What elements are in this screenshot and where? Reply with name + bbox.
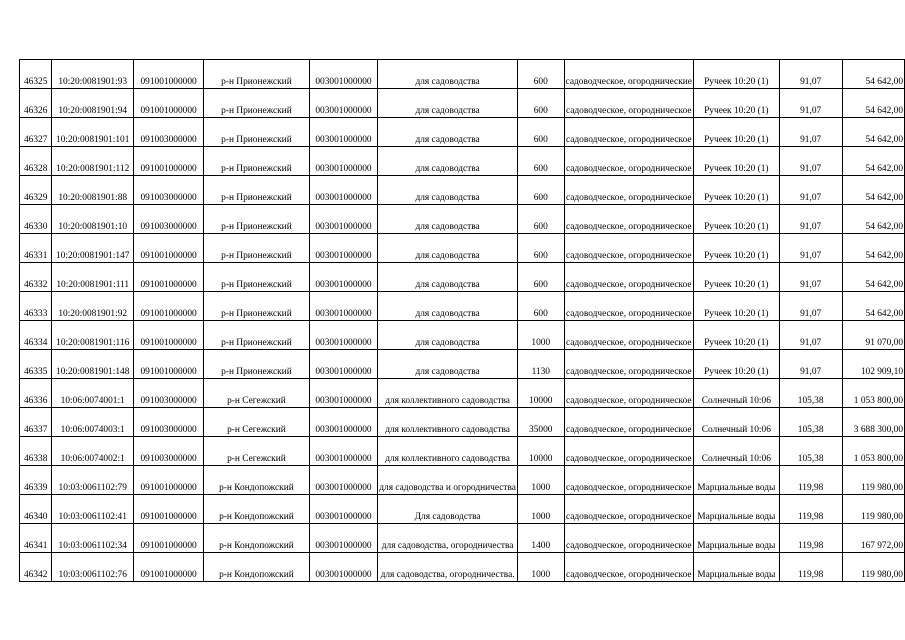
specific-value: 91,07 — [779, 292, 842, 321]
row-number: 46342 — [20, 553, 52, 582]
cadastral-value: 167 972,00 — [842, 524, 904, 553]
cadastral-number: 10:20:0081901:148 — [52, 350, 134, 379]
oktmo-code: 091001000000 — [134, 234, 204, 263]
land-category-code: 003001000000 — [309, 466, 378, 495]
district-name: р-н Кондопожский — [204, 553, 310, 582]
oktmo-code: 091001000000 — [134, 350, 204, 379]
settlement-name: Ручеек 10:20 (1) — [693, 176, 779, 205]
district-name: р-н Сегежский — [204, 379, 310, 408]
table-row — [20, 60, 905, 89]
use-category: садоводческое, огородническое — [564, 292, 693, 321]
permitted-use: для садоводства и огородничества — [378, 466, 518, 495]
permitted-use: для садоводства — [378, 205, 518, 234]
area-value: 10000 — [517, 437, 564, 466]
settlement-name: Марциальные воды — [693, 553, 779, 582]
specific-value: 119,98 — [779, 553, 842, 582]
permitted-use: для садоводства — [378, 118, 518, 147]
district-name: р-н Кондопожский — [204, 495, 310, 524]
specific-value: 91,07 — [779, 89, 842, 118]
area-value: 600 — [517, 263, 564, 292]
cadastral-number: 10:06:0074001:1 — [52, 379, 134, 408]
area-value: 600 — [517, 292, 564, 321]
row-number: 46328 — [20, 147, 52, 176]
use-category: садоводческое, огородническое — [564, 495, 693, 524]
cadastral-value: 54 642,00 — [842, 89, 904, 118]
area-value: 1000 — [517, 321, 564, 350]
specific-value: 105,38 — [779, 437, 842, 466]
oktmo-code: 091001000000 — [134, 292, 204, 321]
use-category: садоводческое, огородническое — [564, 147, 693, 176]
table-row — [20, 553, 905, 582]
table-row — [20, 408, 905, 437]
cadastral-value: 54 642,00 — [842, 147, 904, 176]
use-category: садоводческое, огородническое — [564, 466, 693, 495]
district-name: р-н Прионежский — [204, 118, 310, 147]
row-number: 46340 — [20, 495, 52, 524]
permitted-use: для садоводства — [378, 321, 518, 350]
row-number: 46326 — [20, 89, 52, 118]
table-row — [20, 292, 905, 321]
settlement-name: Ручеек 10:20 (1) — [693, 89, 779, 118]
specific-value: 119,98 — [779, 524, 842, 553]
district-name: р-н Прионежский — [204, 60, 310, 89]
use-category: садоводческое, огородническое — [564, 176, 693, 205]
cadastral-value: 119 980,00 — [842, 553, 904, 582]
district-name: р-н Прионежский — [204, 176, 310, 205]
specific-value: 91,07 — [779, 147, 842, 176]
specific-value: 91,07 — [779, 118, 842, 147]
settlement-name: Солнечный 10:06 — [693, 408, 779, 437]
table-row — [20, 118, 905, 147]
district-name: р-н Прионежский — [204, 321, 310, 350]
area-value: 1400 — [517, 524, 564, 553]
area-value: 1000 — [517, 553, 564, 582]
cadastral-number: 10:20:0081901:92 — [52, 292, 134, 321]
use-category: садоводческое, огородническое — [564, 408, 693, 437]
cadastral-number: 10:03:0061102:34 — [52, 524, 134, 553]
area-value: 600 — [517, 205, 564, 234]
district-name: р-н Прионежский — [204, 292, 310, 321]
settlement-name: Марциальные воды — [693, 495, 779, 524]
cadastral-number: 10:20:0081901:94 — [52, 89, 134, 118]
use-category: садоводческое, огородническое — [564, 350, 693, 379]
cadastral-value: 54 642,00 — [842, 263, 904, 292]
table-row — [20, 176, 905, 205]
district-name: р-н Прионежский — [204, 205, 310, 234]
permitted-use: для садоводства — [378, 89, 518, 118]
cadastral-number: 10:06:0074002:1 — [52, 437, 134, 466]
table-row — [20, 263, 905, 292]
use-category: садоводческое, огородническое — [564, 379, 693, 408]
use-category: садоводческое, огородническое — [564, 524, 693, 553]
cadastral-number: 10:03:0061102:79 — [52, 466, 134, 495]
permitted-use: для коллективного садоводства — [378, 379, 518, 408]
table-row — [20, 350, 905, 379]
specific-value: 91,07 — [779, 176, 842, 205]
district-name: р-н Кондопожский — [204, 466, 310, 495]
permitted-use: для садоводства — [378, 147, 518, 176]
cadastral-number: 10:20:0081901:112 — [52, 147, 134, 176]
cadastral-value: 1 053 800,00 — [842, 437, 904, 466]
permitted-use: для садоводства, огородничества — [378, 524, 518, 553]
land-category-code: 003001000000 — [309, 118, 378, 147]
oktmo-code: 091001000000 — [134, 466, 204, 495]
row-number: 46327 — [20, 118, 52, 147]
row-number: 46337 — [20, 408, 52, 437]
settlement-name: Солнечный 10:06 — [693, 379, 779, 408]
row-number: 46330 — [20, 205, 52, 234]
cadastral-value: 54 642,00 — [842, 176, 904, 205]
oktmo-code: 091003000000 — [134, 408, 204, 437]
permitted-use: для садоводства, огородничества. — [378, 553, 518, 582]
oktmo-code: 091001000000 — [134, 553, 204, 582]
area-value: 35000 — [517, 408, 564, 437]
settlement-name: Ручеек 10:20 (1) — [693, 147, 779, 176]
use-category: садоводческое, огородническое — [564, 205, 693, 234]
oktmo-code: 091001000000 — [134, 321, 204, 350]
oktmo-code: 091001000000 — [134, 263, 204, 292]
row-number: 46335 — [20, 350, 52, 379]
table-row — [20, 437, 905, 466]
cadastral-value: 54 642,00 — [842, 60, 904, 89]
permitted-use: для садоводства — [378, 60, 518, 89]
row-number: 46339 — [20, 466, 52, 495]
table-row — [20, 524, 905, 553]
settlement-name: Ручеек 10:20 (1) — [693, 234, 779, 263]
row-number: 46333 — [20, 292, 52, 321]
district-name: р-н Прионежский — [204, 89, 310, 118]
use-category: садоводческое, огородническое — [564, 321, 693, 350]
specific-value: 105,38 — [779, 379, 842, 408]
row-number: 46341 — [20, 524, 52, 553]
district-name: р-н Прионежский — [204, 147, 310, 176]
row-number: 46325 — [20, 60, 52, 89]
settlement-name: Ручеек 10:20 (1) — [693, 60, 779, 89]
permitted-use: для садоводства — [378, 263, 518, 292]
use-category: садоводческое, огороднические — [564, 60, 693, 89]
land-category-code: 003001000000 — [309, 321, 378, 350]
area-value: 600 — [517, 147, 564, 176]
settlement-name: Солнечный 10:06 — [693, 437, 779, 466]
table-row — [20, 234, 905, 263]
specific-value: 119,98 — [779, 466, 842, 495]
area-value: 600 — [517, 118, 564, 147]
oktmo-code: 091003000000 — [134, 118, 204, 147]
cadastral-number: 10:20:0081901:116 — [52, 321, 134, 350]
district-name: р-н Прионежский — [204, 234, 310, 263]
specific-value: 91,07 — [779, 263, 842, 292]
area-value: 1000 — [517, 495, 564, 524]
cadastral-value: 54 642,00 — [842, 234, 904, 263]
cadastral-value: 1 053 800,00 — [842, 379, 904, 408]
land-category-code: 003001000000 — [309, 263, 378, 292]
district-name: р-н Прионежский — [204, 350, 310, 379]
row-number: 46334 — [20, 321, 52, 350]
land-category-code: 003001000000 — [309, 553, 378, 582]
table-row — [20, 205, 905, 234]
permitted-use: для коллективного садоводства — [378, 437, 518, 466]
cadastral-number: 10:03:0061102:76 — [52, 553, 134, 582]
use-category: садоводческое, огородническое — [564, 553, 693, 582]
permitted-use: для садоводства — [378, 176, 518, 205]
settlement-name: Ручеек 10:20 (1) — [693, 118, 779, 147]
cadastral-value: 3 688 300,00 — [842, 408, 904, 437]
cadastral-value: 91 070,00 — [842, 321, 904, 350]
cadastral-number: 10:20:0081901:88 — [52, 176, 134, 205]
oktmo-code: 091001000000 — [134, 60, 204, 89]
land-category-code: 003001000000 — [309, 147, 378, 176]
area-value: 600 — [517, 234, 564, 263]
cadastral-number: 10:06:0074003:1 — [52, 408, 134, 437]
specific-value: 91,07 — [779, 205, 842, 234]
row-number: 46331 — [20, 234, 52, 263]
settlement-name: Марциальные воды — [693, 466, 779, 495]
settlement-name: Ручеек 10:20 (1) — [693, 263, 779, 292]
land-category-code: 003001000000 — [309, 350, 378, 379]
settlement-name: Марциальные воды — [693, 524, 779, 553]
cadastral-value: 54 642,00 — [842, 205, 904, 234]
use-category: садоводческое, огородническое — [564, 89, 693, 118]
cadastral-value: 54 642,00 — [842, 292, 904, 321]
cadastral-number: 10:20:0081901:93 — [52, 60, 134, 89]
cadastral-number: 10:03:0061102:41 — [52, 495, 134, 524]
district-name: р-н Сегежский — [204, 408, 310, 437]
land-category-code: 003001000000 — [309, 205, 378, 234]
land-category-code: 003001000000 — [309, 379, 378, 408]
use-category: садоводческое, огородническое — [564, 263, 693, 292]
specific-value: 91,07 — [779, 321, 842, 350]
land-category-code: 003001000000 — [309, 234, 378, 263]
oktmo-code: 091003000000 — [134, 205, 204, 234]
area-value: 600 — [517, 176, 564, 205]
table-row — [20, 89, 905, 118]
row-number: 46332 — [20, 263, 52, 292]
table-row — [20, 379, 905, 408]
land-category-code: 003001000000 — [309, 524, 378, 553]
land-category-code: 003001000000 — [309, 495, 378, 524]
area-value: 1000 — [517, 466, 564, 495]
cadastral-number: 10:20:0081901:111 — [52, 263, 134, 292]
district-name: р-н Кондопожский — [204, 524, 310, 553]
settlement-name: Ручеек 10:20 (1) — [693, 292, 779, 321]
settlement-name: Ручеек 10:20 (1) — [693, 350, 779, 379]
table-row — [20, 321, 905, 350]
oktmo-code: 091003000000 — [134, 437, 204, 466]
area-value: 600 — [517, 60, 564, 89]
district-name: р-н Сегежский — [204, 437, 310, 466]
permitted-use: для садоводства — [378, 350, 518, 379]
permitted-use: Для садоводства — [378, 495, 518, 524]
cadastral-value: 119 980,00 — [842, 495, 904, 524]
row-number: 46336 — [20, 379, 52, 408]
oktmo-code: 091001000000 — [134, 89, 204, 118]
land-category-code: 003001000000 — [309, 89, 378, 118]
oktmo-code: 091001000000 — [134, 147, 204, 176]
land-category-code: 003001000000 — [309, 176, 378, 205]
land-category-code: 003001000000 — [309, 292, 378, 321]
specific-value: 119,98 — [779, 495, 842, 524]
row-number: 46338 — [20, 437, 52, 466]
cadastral-number: 10:20:0081901:101 — [52, 118, 134, 147]
permitted-use: для коллективного садоводства — [378, 408, 518, 437]
specific-value: 91,07 — [779, 234, 842, 263]
specific-value: 91,07 — [779, 60, 842, 89]
oktmo-code: 091003000000 — [134, 176, 204, 205]
land-category-code: 003001000000 — [309, 437, 378, 466]
cadastral-number: 10:20:0081901:147 — [52, 234, 134, 263]
row-number: 46329 — [20, 176, 52, 205]
settlement-name: Ручеек 10:20 (1) — [693, 205, 779, 234]
oktmo-code: 091001000000 — [134, 524, 204, 553]
cadastral-value: 119 980,00 — [842, 466, 904, 495]
cadastral-value: 54 642,00 — [842, 118, 904, 147]
permitted-use: для садоводства — [378, 234, 518, 263]
table-row — [20, 466, 905, 495]
permitted-use: для садоводства — [378, 292, 518, 321]
land-category-code: 003001000000 — [309, 60, 378, 89]
table-row — [20, 495, 905, 524]
table-body — [20, 60, 905, 582]
cadastral-number: 10:20:0081901:10 — [52, 205, 134, 234]
settlement-name: Ручеек 10:20 (1) — [693, 321, 779, 350]
use-category: садоводческое, огородническое — [564, 118, 693, 147]
table-row — [20, 147, 905, 176]
land-category-code: 003001000000 — [309, 408, 378, 437]
use-category: садоводческое, огородническое — [564, 437, 693, 466]
district-name: р-н Прионежский — [204, 263, 310, 292]
cadastral-value-table — [19, 59, 905, 582]
cadastral-value: 102 909,10 — [842, 350, 904, 379]
area-value: 10000 — [517, 379, 564, 408]
specific-value: 105,38 — [779, 408, 842, 437]
area-value: 1130 — [517, 350, 564, 379]
use-category: садоводческое, огородническое — [564, 234, 693, 263]
specific-value: 91,07 — [779, 350, 842, 379]
oktmo-code: 091003000000 — [134, 379, 204, 408]
area-value: 600 — [517, 89, 564, 118]
oktmo-code: 091001000000 — [134, 495, 204, 524]
